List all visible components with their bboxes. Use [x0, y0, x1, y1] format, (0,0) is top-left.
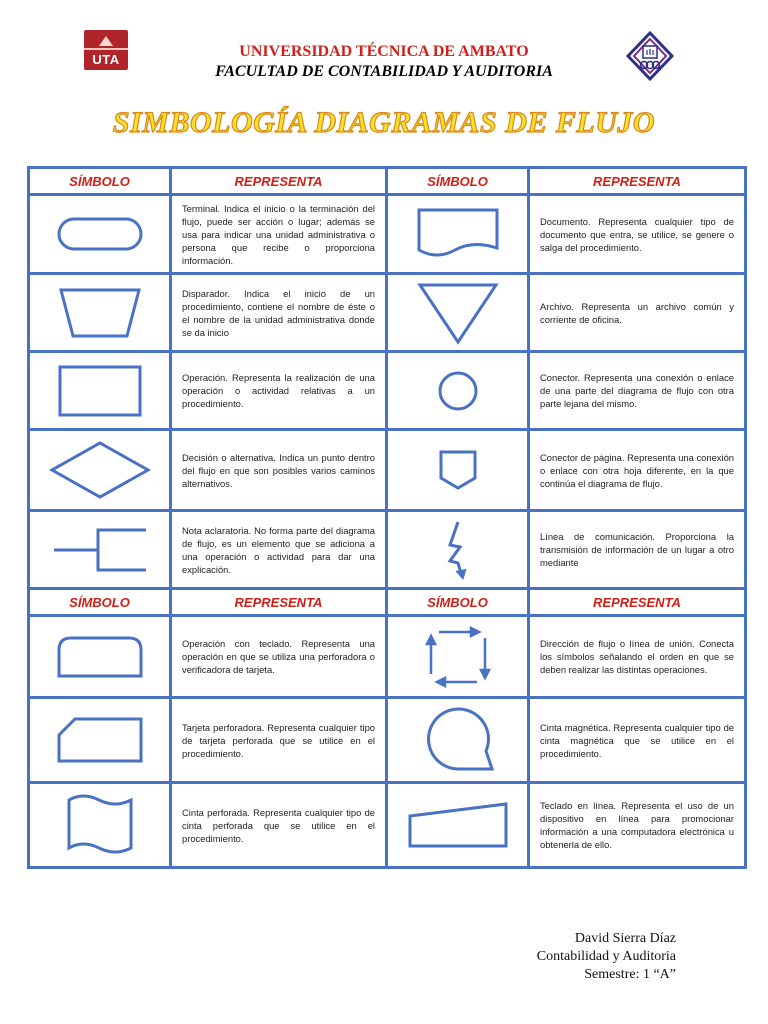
connector-circle-icon [436, 369, 480, 413]
table-row [29, 274, 746, 352]
col-symbol-header: SÍMBOLO [29, 168, 171, 195]
description-cell: Cinta magnética. Representa cualquier tipo de cinta magnética que se utilice en el procedimiento. [529, 698, 746, 783]
description-cell: Terminal. Indica el inicio o la terminación del flujo, puede ser acción o lugar; además se usa para indicar una unidad administrativa o persona que recibe o proporciona información. [171, 195, 387, 274]
table-row [29, 783, 746, 868]
symbol-cell [29, 430, 171, 511]
faculty-name: FACULTAD DE CONTABILIDAD Y AUDITORIA [215, 63, 553, 80]
table-header-row [29, 589, 746, 616]
operation-rectangle-icon [55, 363, 145, 419]
page-title: SIMBOLOGÍA DIAGRAMAS DE FLUJO [112, 106, 656, 139]
communication-line-icon [438, 519, 478, 581]
description-cell: Conector. Representa una conexión o enlace de una parte del diagrama de flujo con otra parte lejana del mismo. [529, 352, 746, 430]
symbol-cell [29, 352, 171, 430]
description-cell: Archivo. Representa un archivo común y corriente de oficina. [529, 274, 746, 352]
col-represents-header: REPRESENTA [171, 589, 387, 616]
document-shape-icon [413, 206, 503, 262]
description-cell: Disparador. Indica el inicio de un procedimiento, contiene el nombre de éste o el nombre de la unidad administrativa donde se da inicio [171, 274, 387, 352]
description-cell: Documento. Representa cualquier tipo de documento que entra, se utilice, se genere o salga del procedimiento. [529, 195, 746, 274]
description-cell: Dirección de flujo o línea de unión. Conecta los símbolos señalando el orden en que se deben realizar las distintas operaciones. [529, 616, 746, 698]
description-cell: Decisión o alternativa. Indica un punto dentro del flujo en que son posibles varios caminos alternativos. [171, 430, 387, 511]
punched-tape-icon [65, 792, 135, 858]
symbol-cell [29, 783, 171, 868]
annotation-bracket-icon [50, 522, 150, 578]
signature-block [537, 930, 676, 984]
author-semester: Semestre: 1 “A” [584, 967, 676, 982]
table-row [29, 616, 746, 698]
magnetic-tape-icon [420, 707, 496, 773]
file-triangle-icon [416, 280, 500, 346]
decision-diamond-icon [48, 440, 152, 500]
description-cell: Cinta perforada. Representa cualquier tipo de cinta perforada que se utilice en el procedimiento. [171, 783, 387, 868]
symbol-cell [29, 195, 171, 274]
symbol-cell [387, 616, 529, 698]
table-row [29, 352, 746, 430]
table-header-row [29, 168, 746, 195]
table-row [29, 698, 746, 783]
description-cell: Tarjeta perforadora. Representa cualquier tipo de tarjeta perforada que se utilice en el procedimiento. [171, 698, 387, 783]
table-row [29, 511, 746, 589]
table-row [29, 195, 746, 274]
symbol-cell [387, 698, 529, 783]
terminal-shape-icon [55, 214, 145, 254]
symbol-cell [387, 195, 529, 274]
author-career: Contabilidad y Auditoria [536, 949, 676, 964]
uta-logo-text: UTA [92, 52, 120, 67]
symbol-cell [29, 616, 171, 698]
keyboard-operation-icon [55, 634, 145, 680]
symbol-cell [29, 274, 171, 352]
table-row [29, 430, 746, 511]
description-cell: Teclado en línea. Representa el uso de un dispositivo en línea para promocionar información a una computadora electrónica u obtenerla de ello. [529, 783, 746, 868]
symbol-cell [387, 783, 529, 868]
symbols-table [27, 166, 747, 869]
trigger-shape-icon [55, 285, 145, 341]
description-cell: Línea de comunicación. Proporciona la transmisión de información de un lugar a otro mediante [529, 511, 746, 589]
symbol-cell [387, 430, 529, 511]
page-connector-icon [436, 448, 480, 492]
university-name: UNIVERSIDAD TÉCNICA DE AMBATO [239, 43, 529, 60]
symbol-cell [29, 698, 171, 783]
symbol-cell [29, 511, 171, 589]
col-represents-header: REPRESENTA [171, 168, 387, 195]
symbol-cell [387, 511, 529, 589]
description-cell: Operación con teclado. Representa una operación en que se utiliza una perforadora o verificadora de tarjeta. [171, 616, 387, 698]
col-represents-header: REPRESENTA [529, 168, 746, 195]
col-symbol-header: SÍMBOLO [29, 589, 171, 616]
flow-direction-arrows-icon [423, 626, 493, 688]
description-cell: Conector de página. Representa una conexión o enlace con otra hoja diferente, en la que continúa el diagrama de flujo. [529, 430, 746, 511]
author-name: David Sierra Díaz [574, 931, 676, 946]
symbol-cell [387, 352, 529, 430]
col-symbol-header: SÍMBOLO [387, 589, 529, 616]
description-cell: Nota aclaratoria. No forma parte del diagrama de flujo, es un elemento que se adiciona a una operación o actividad para dar una explicación. [171, 511, 387, 589]
punched-card-icon [55, 715, 145, 765]
col-represents-header: REPRESENTA [529, 589, 746, 616]
col-symbol-header: SÍMBOLO [387, 168, 529, 195]
online-keyboard-icon [406, 800, 510, 850]
symbol-cell [387, 274, 529, 352]
description-cell: Operación. Representa la realización de una operación o actividad relativas a un procedimiento. [171, 352, 387, 430]
